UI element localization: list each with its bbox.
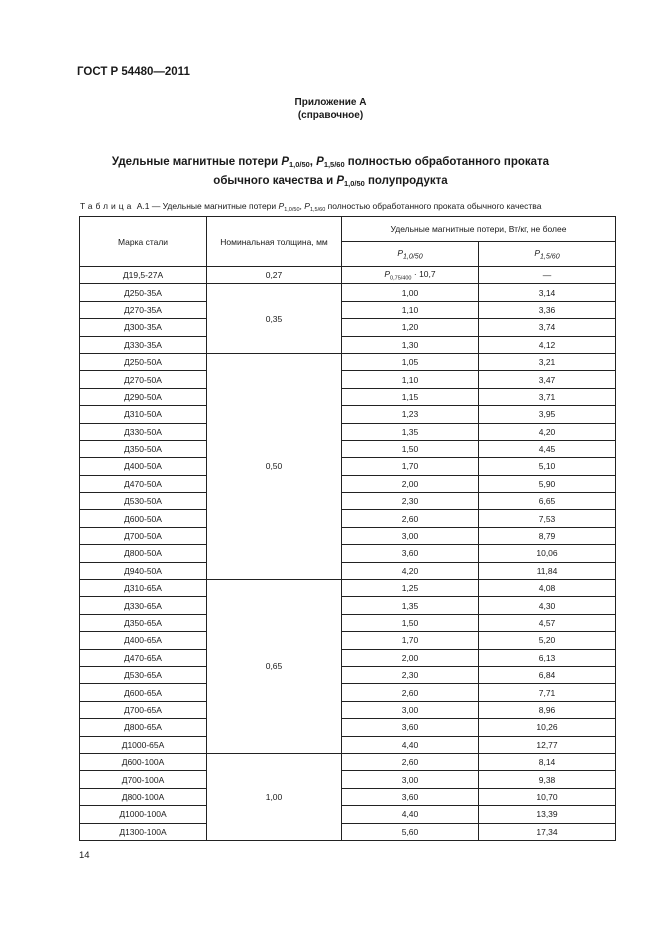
cell-p1: 1,50 — [342, 440, 479, 457]
table-row — [80, 336, 616, 353]
cell-grade: Д270-50А — [80, 371, 207, 388]
table-row — [80, 527, 616, 544]
table-row — [80, 771, 616, 788]
cell-grade: Д700-65А — [80, 701, 207, 718]
col-header-thickness: Номинальная толщина, мм — [207, 217, 342, 267]
cell-grade: Д330-35А — [80, 336, 207, 353]
cell-p2: 9,38 — [479, 771, 616, 788]
cell-grade: Д600-50А — [80, 510, 207, 527]
cell-p2: 17,34 — [479, 823, 616, 840]
table-row — [80, 458, 616, 475]
cell-p2: 8,14 — [479, 753, 616, 770]
cell-p1: 1,35 — [342, 597, 479, 614]
table-row — [80, 440, 616, 457]
table-row — [80, 562, 616, 579]
cell-p1: 2,00 — [342, 649, 479, 666]
cell-p1: 2,30 — [342, 493, 479, 510]
cell-grade: Д1000-100А — [80, 806, 207, 823]
cell-p2: 8,96 — [479, 701, 616, 718]
cell-grade: Д400-65А — [80, 632, 207, 649]
cell-p2: 10,70 — [479, 788, 616, 805]
cell-p1: 2,60 — [342, 684, 479, 701]
table-row — [80, 301, 616, 318]
table-row — [80, 510, 616, 527]
col-header-p1: $P_{1,0/50}$ — [342, 242, 479, 267]
cell-p2: 6,65 — [479, 493, 616, 510]
table-row — [80, 493, 616, 510]
cell-grade: Д470-65А — [80, 649, 207, 666]
table-row — [80, 353, 616, 370]
cell-thickness: 0,50 — [207, 353, 342, 579]
table-row — [80, 319, 616, 336]
cell-thickness: 0,35 — [207, 284, 342, 354]
table-row — [80, 580, 616, 597]
document-title: Удельные магнитные потери $P_{1,0/50}$, $P_{1,5/60}$ полностью обработанного проката обычного качества и $P_{1,0/50}$ полупродукта — [111, 156, 550, 188]
appendix-type: (справочное) — [297, 110, 364, 121]
cell-p1: 4,20 — [342, 562, 479, 579]
table-row — [80, 632, 616, 649]
cell-grade: Д800-65А — [80, 719, 207, 736]
cell-p2: — — [479, 267, 616, 284]
table-row — [80, 701, 616, 718]
appendix-heading — [0, 96, 661, 122]
cell-grade: Д350-65А — [80, 614, 207, 631]
cell-p1: 2,60 — [342, 753, 479, 770]
cell-p2: 7,71 — [479, 684, 616, 701]
cell-p2: 3,36 — [479, 301, 616, 318]
cell-p1: 1,70 — [342, 632, 479, 649]
cell-p2: 3,14 — [479, 284, 616, 301]
table-row — [80, 806, 616, 823]
cell-p1: 1,25 — [342, 580, 479, 597]
cell-grade: Д290-50А — [80, 388, 207, 405]
cell-p2: 8,79 — [479, 527, 616, 544]
cell-p2: 13,39 — [479, 806, 616, 823]
cell-p1: 3,00 — [342, 527, 479, 544]
cell-p2: 5,20 — [479, 632, 616, 649]
table-row — [80, 597, 616, 614]
table-caption: Таблица А.1 — Удельные магнитные потери $P_{1,0/50}$, $P_{1,5/60}$ полностью обработанного проката обычного качества — [80, 201, 542, 213]
cell-p2: 10,26 — [479, 719, 616, 736]
cell-grade: Д330-50А — [80, 423, 207, 440]
appendix-label: Приложение А — [294, 97, 367, 108]
cell-p2: 4,57 — [479, 614, 616, 631]
table-row — [80, 423, 616, 440]
cell-p2: 4,20 — [479, 423, 616, 440]
table-row — [80, 406, 616, 423]
table-row — [80, 719, 616, 736]
cell-p2: 4,45 — [479, 440, 616, 457]
cell-p2: 3,95 — [479, 406, 616, 423]
cell-p2: 5,90 — [479, 475, 616, 492]
cell-p2: 3,47 — [479, 371, 616, 388]
cell-grade: Д270-35А — [80, 301, 207, 318]
cell-p2: 5,10 — [479, 458, 616, 475]
cell-grade: Д310-65А — [80, 580, 207, 597]
table-row — [80, 545, 616, 562]
table-row — [80, 788, 616, 805]
table-row — [80, 614, 616, 631]
table-row — [80, 823, 616, 840]
cell-p1: 1,30 — [342, 336, 479, 353]
cell-p1: 3,60 — [342, 545, 479, 562]
cell-p1: 1,10 — [342, 371, 479, 388]
cell-p2: 12,77 — [479, 736, 616, 753]
cell-thickness: 0,27 — [207, 267, 342, 284]
cell-grade: Д800-100А — [80, 788, 207, 805]
cell-p1: 1,05 — [342, 353, 479, 370]
cell-p2: 6,13 — [479, 649, 616, 666]
cell-thickness: 1,00 — [207, 753, 342, 840]
cell-p1: 3,00 — [342, 701, 479, 718]
cell-p2: 10,06 — [479, 545, 616, 562]
cell-p1: 1,70 — [342, 458, 479, 475]
cell-grade: Д530-65А — [80, 666, 207, 683]
cell-p2: 6,84 — [479, 666, 616, 683]
cell-grade: Д700-50А — [80, 527, 207, 544]
cell-grade: Д250-50А — [80, 353, 207, 370]
cell-p1: 4,40 — [342, 806, 479, 823]
cell-grade: Д300-35А — [80, 319, 207, 336]
cell-p1: 1,00 — [342, 284, 479, 301]
cell-p1: 3,60 — [342, 719, 479, 736]
table-row — [80, 284, 616, 301]
table-row — [80, 736, 616, 753]
cell-p1: 2,00 — [342, 475, 479, 492]
cell-p1: 1,23 — [342, 406, 479, 423]
table-row — [80, 649, 616, 666]
cell-p1: 1,10 — [342, 301, 479, 318]
cell-grade: Д800-50А — [80, 545, 207, 562]
cell-grade: Д940-50А — [80, 562, 207, 579]
table-row — [80, 267, 616, 284]
standard-header: ГОСТ Р 54480—2011 — [77, 66, 190, 78]
cell-p1: 1,20 — [342, 319, 479, 336]
table-row — [80, 666, 616, 683]
cell-p1: 1,50 — [342, 614, 479, 631]
cell-grade: Д700-100А — [80, 771, 207, 788]
cell-grade: Д400-50А — [80, 458, 207, 475]
cell-grade: Д350-50А — [80, 440, 207, 457]
cell-p1: 2,30 — [342, 666, 479, 683]
cell-p2: 3,21 — [479, 353, 616, 370]
table-row — [80, 371, 616, 388]
cell-p1: 1,35 — [342, 423, 479, 440]
cell-p1: 3,00 — [342, 771, 479, 788]
cell-grade: Д330-65А — [80, 597, 207, 614]
cell-p2: 3,71 — [479, 388, 616, 405]
cell-p1: $P_{0,75/400} \cdot 10,7$ — [342, 267, 479, 284]
cell-grade: Д19,5-27А — [80, 267, 207, 284]
cell-grade: Д530-50А — [80, 493, 207, 510]
table-row — [80, 475, 616, 492]
col-header-grade: Марка стали — [80, 217, 207, 267]
cell-p2: 4,08 — [479, 580, 616, 597]
cell-grade: Д600-65А — [80, 684, 207, 701]
col-header-losses: Удельные магнитные потери, Вт/кг, не более — [342, 217, 616, 242]
table-body — [80, 267, 616, 841]
cell-p1: 1,15 — [342, 388, 479, 405]
cell-grade: Д250-35А — [80, 284, 207, 301]
cell-grade: Д310-50А — [80, 406, 207, 423]
table-row — [80, 388, 616, 405]
cell-grade: Д470-50А — [80, 475, 207, 492]
cell-p2: 3,74 — [479, 319, 616, 336]
cell-grade: Д1000-65А — [80, 736, 207, 753]
cell-p2: 11,84 — [479, 562, 616, 579]
page-number: 14 — [79, 850, 90, 861]
cell-p1: 4,40 — [342, 736, 479, 753]
cell-p2: 7,53 — [479, 510, 616, 527]
col-header-p2: $P_{1,5/60}$ — [479, 242, 616, 267]
table-row — [80, 684, 616, 701]
table-row — [80, 753, 616, 770]
cell-p2: 4,12 — [479, 336, 616, 353]
losses-table — [79, 216, 616, 841]
cell-p1: 3,60 — [342, 788, 479, 805]
cell-p1: 5,60 — [342, 823, 479, 840]
cell-grade: Д600-100А — [80, 753, 207, 770]
cell-p1: 2,60 — [342, 510, 479, 527]
cell-grade: Д1300-100А — [80, 823, 207, 840]
cell-p2: 4,30 — [479, 597, 616, 614]
cell-thickness: 0,65 — [207, 580, 342, 754]
